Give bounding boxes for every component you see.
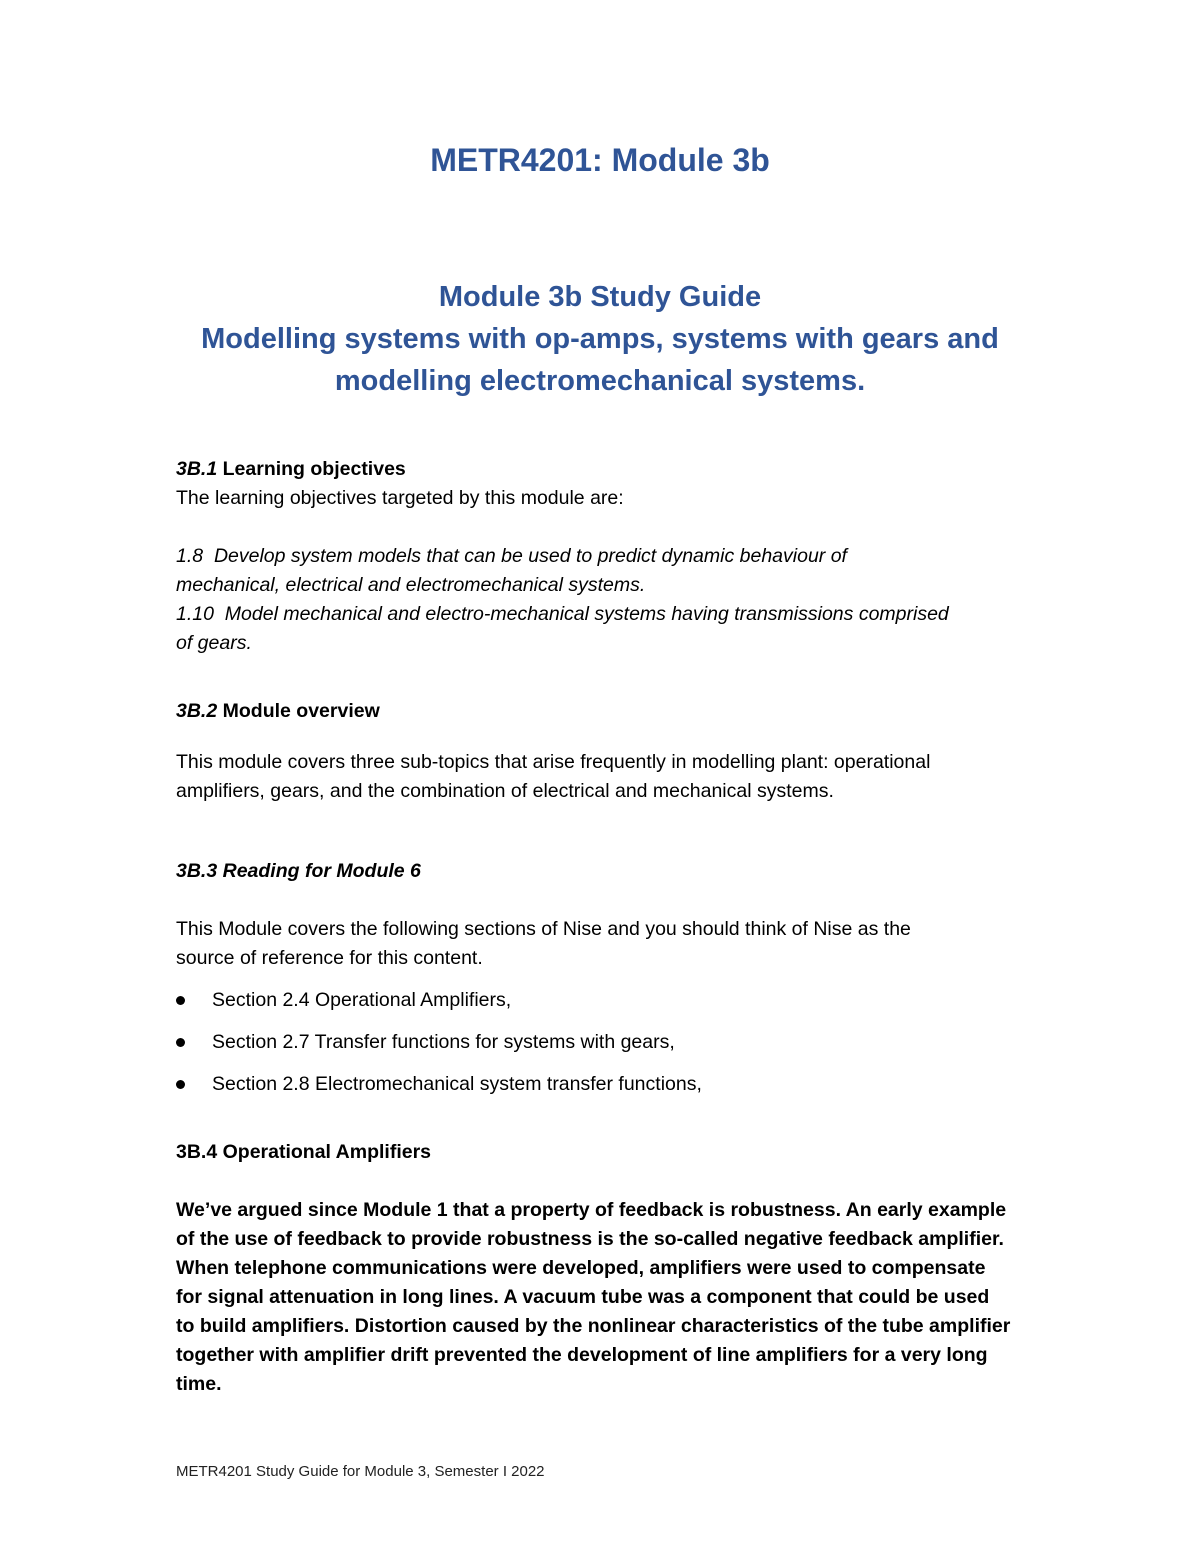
section-title: Operational Amplifiers	[222, 1141, 432, 1163]
study-guide-heading-block	[150, 276, 1050, 402]
paragraph-line: together with amplifier drift prevented the development of line amplifiers for a very long	[176, 1344, 988, 1366]
paragraph-line: of the use of feedback to provide robustness is the so-called negative feedback amplifier.	[176, 1228, 1004, 1250]
section-op-amps	[176, 1138, 1036, 1167]
bullet-icon	[176, 1038, 185, 1047]
bullet-icon	[176, 996, 185, 1005]
paragraph-line: for signal attenuation in long lines. A vacuum tube was a component that could be used	[176, 1286, 990, 1308]
study-guide-subtitle-line2: modelling electromechanical systems.	[334, 365, 866, 397]
document-title: METR4201: Module 3b	[430, 142, 770, 178]
list-item	[176, 1070, 1036, 1112]
objective-text-continued: mechanical, electrical and electromechanical systems.	[176, 574, 646, 596]
study-guide-subtitle-line1: Modelling systems with op-amps, systems with gears and	[201, 323, 999, 355]
section-number: 3B.2	[176, 700, 218, 722]
paragraph-line: This Module covers the following sections of Nise and you should think of Nise as the	[176, 918, 911, 940]
list-item-text: Section 2.4 Operational Amplifiers,	[212, 989, 512, 1011]
objectives-list	[176, 542, 1036, 658]
op-amps-paragraph	[176, 1196, 1036, 1399]
page-footer: METR4201 Study Guide for Module 3, Semester I 2022	[176, 1463, 545, 1480]
paragraph-line: time.	[176, 1373, 222, 1395]
section-number: 3B.3	[176, 860, 218, 882]
section-heading	[176, 857, 1036, 886]
objective-text-continued: of gears.	[176, 632, 252, 654]
objective-item	[176, 600, 1036, 629]
section-heading	[176, 1138, 1036, 1167]
section-module-overview	[176, 697, 1036, 726]
reading-bullet-list	[176, 986, 1036, 1112]
section-title: Reading for Module 6	[222, 860, 421, 882]
list-item	[176, 986, 1036, 1028]
section-title: Module overview	[222, 700, 380, 722]
paragraph-line: We’ve argued since Module 1 that a property of feedback is robustness. An early example	[176, 1199, 1007, 1221]
section-title: Learning objectives	[222, 458, 406, 480]
overview-paragraph	[176, 748, 1036, 806]
objective-text: Model mechanical and electro-mechanical systems having transmissions comprised	[224, 603, 949, 625]
paragraph-line: When telephone communications were developed, amplifiers were used to compensate	[176, 1257, 986, 1279]
objective-text: Develop system models that can be used to predict dynamic behaviour of	[213, 545, 847, 567]
list-item	[176, 1028, 1036, 1070]
objective-number: 1.10	[176, 603, 214, 625]
paragraph-line: This module covers three sub-topics that arise frequently in modelling plant: operational	[176, 751, 931, 773]
objective-number: 1.8	[176, 545, 204, 567]
list-item-text: Section 2.7 Transfer functions for systems with gears,	[212, 1031, 675, 1053]
section-intro: The learning objectives targeted by this module are:	[176, 487, 624, 509]
list-item-text: Section 2.8 Electromechanical system transfer functions,	[212, 1073, 702, 1095]
section-heading	[176, 697, 1036, 726]
bullet-icon	[176, 1080, 185, 1089]
paragraph-line: source of reference for this content.	[176, 947, 483, 969]
objective-item	[176, 542, 1036, 571]
section-number: 3B.1	[176, 458, 218, 480]
section-number: 3B.4	[176, 1141, 218, 1163]
study-guide-heading: Module 3b Study Guide	[438, 281, 762, 313]
paragraph-line: to build amplifiers. Distortion caused by the nonlinear characteristics of the tube amplifier	[176, 1315, 1011, 1337]
section-learning-objectives	[176, 455, 1036, 513]
section-heading	[176, 455, 1036, 484]
section-reading	[176, 857, 1036, 886]
reading-paragraph	[176, 915, 1036, 973]
paragraph-line: amplifiers, gears, and the combination of electrical and mechanical systems.	[176, 780, 834, 802]
